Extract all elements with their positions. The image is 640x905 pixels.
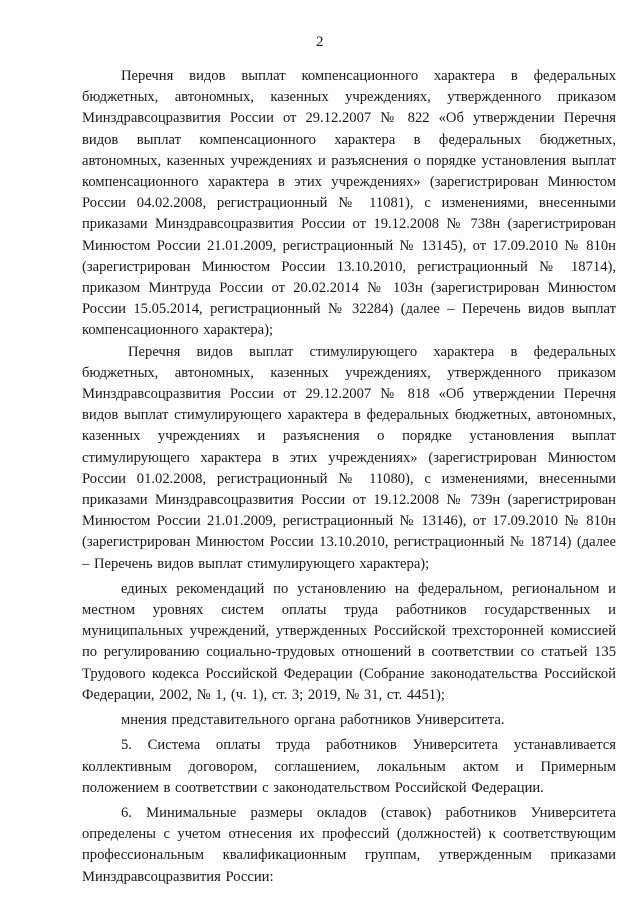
- paragraph-clause-6: 6. Минимальные размеры окладов (ставок) работников Университета определены с учетом отнесения их профессий (должностей) к соответствующим профессиональным квалификационным группам, утвержденным приказами Минздравсоцразвития России:: [82, 804, 616, 885]
- document-body: [82, 66, 616, 888]
- paragraph-unified-recommendations: единых рекомендаций по установлению на федеральном, региональном и местном уровнях систем оплаты труда работников государственных и муниципальных учреждений, утвержденных Российской трехсторонней комиссией по регулированию социально-трудовых отношений в соответствии со статьей 135 Трудового кодекса Российской Федерации (Собрание законодательства Российской Федерации, 2002, № 1, (ч. 1), ст. 3; 2019, № 31, ст. 4451);: [82, 580, 616, 703]
- paragraph-union-opinion: мнения представительного органа работников Университета.: [121, 712, 505, 729]
- paragraph-clause-5: 5. Система оплаты труда работников Университета устанавливается коллективным договором, соглашением, локальным актом и Примерным положением в соответствии с законодательством Российской Федерации.: [82, 737, 616, 796]
- paragraph-compensation-list: Перечня видов выплат компенсационного характера в федеральных бюджетных, автономных, казенных учреждениях, утвержденного приказом Минздравсоцразвития России от 29.12.2007 № 822 «Об утверждении Перечня видов выплат компенсационного характера в федеральных бюджетных, автономных, казенных учреждениях и разъяснения о порядке установления выплат компенсационного характера в этих учреждениях» (зарегистрирован Минюстом России 04.02.2008, регистрационный № 11081), с изменениями, внесенными приказами Минздравсоцразвития России от 19.12.2008 № 738н (зарегистрирован Минюстом России 21.01.2009, регистрационный № 13145), от 17.09.2010 № 810н (зарегистрирован Минюстом России 13.10.2010, регистрационный № 18714), приказом Минтруда России от 20.02.2014 № 103н (зарегистрирован Минюстом России 15.05.2014, регистрационный № 32284) (далее – Перечень видов выплат компенсационного характера);: [82, 68, 616, 339]
- page-number: 2: [316, 34, 324, 50]
- paragraph-incentive-list: Перечня видов выплат стимулирующего характера в федеральных бюджетных, автономных, казенных учреждениях, утвержденного приказом Минздравсоцразвития России от 29.12.2007 № 818 «Об утверждении Перечня видов выплат стимулирующего характера в федеральных бюджетных, автономных, казенных учреждениях и разъяснения о порядке установления выплат стимулирующего характера в этих учреждениях» (зарегистрирован Минюстом России 01.02.2008, регистрационный № 11080), с изменениями, внесенными приказами Минздравсоцразвития России от 19.12.2008 № 739н (зарегистрирован Минюстом России 21.01.2009, регистрационный № 13146), от 17.09.2010 № 810н (зарегистрирован Минюстом России 13.10.2010, регистрационный № 18714) (далее – Перечень видов выплат стимулирующего характера);: [82, 343, 616, 572]
